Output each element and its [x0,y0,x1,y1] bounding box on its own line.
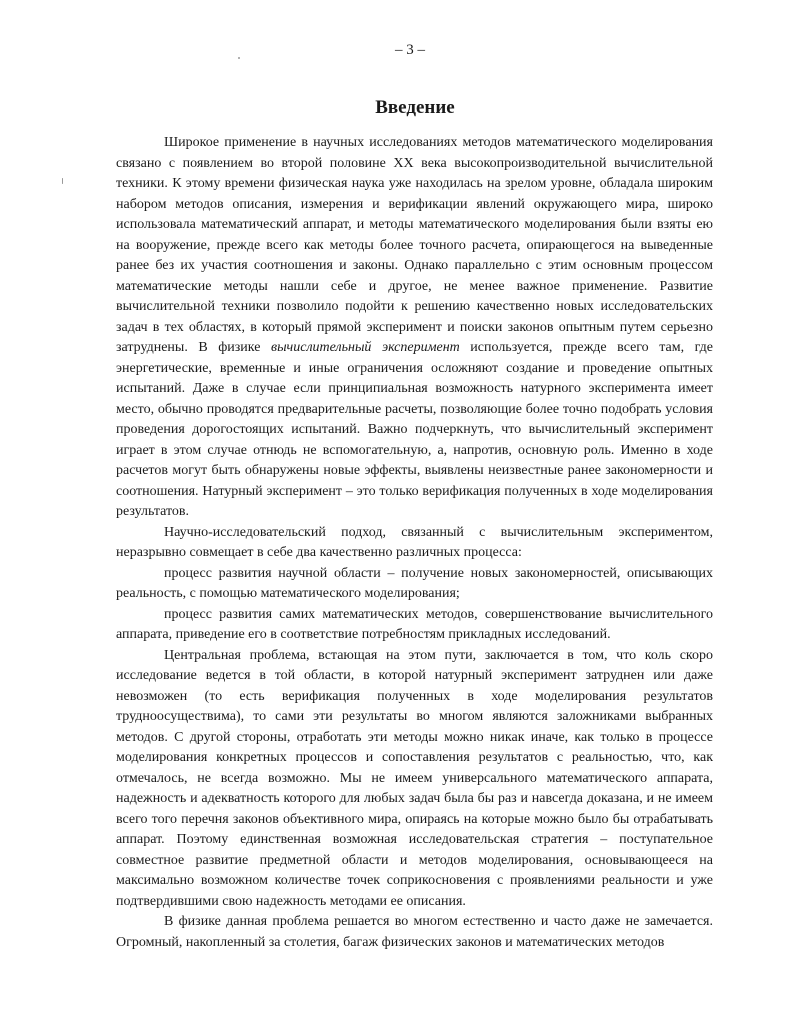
process-item-1: процесс развития научной области – получение новых закономерностей, описывающих реальность, с помощью математического моделирования; [116,565,713,601]
body-text [116,133,713,953]
paragraph-4: В физике данная проблема решается во многом естественно и часто даже не замечается. Огромный, накопленный за столетия, багаж физических законов и математических методов [116,914,713,950]
paragraph-1-text-end: используется, прежде всего там, где энергетические, временные и иные ограничения осложняют создание и проведение опытных испытаний. Даже в случае если принципиальная возможность натурного эксперимента имеет место, обычно проводятся предварительные расчеты, позволяющие более точно подобрать условия проведения дорогостоящих испытаний. Важно подчеркнуть, что вычислительный эксперимент играет в этом случае отнюдь не вспомогательную, а, напротив, основную роль. Именно в ходе расчетов могут быть обнаружены новые эффекты, выявлены неизвестные ранее закономерности и соотношения. Натурный эксперимент – это только верификация полученных в ходе моделирования результатов. [116,340,713,519]
scan-speck [62,178,63,184]
section-title: Введение [375,97,455,118]
paragraph-1-text-start: Широкое применение в научных исследованиях методов математического моделирования связано с появлением во второй половине XX века высокопроизводительной вычислительной техники. К этому времени физическая наука уже находилась на зрелом уровне, обладала широким набором методов описания, измерения и верификации явлений окружающего мира, широко использовала математический аппарат, и методы математического моделирования были взяты ею на вооружение, прежде всего как методы более точного расчета, опирающегося на выведенные ранее без их участия соотношения и законы. Однако параллельно с этим основным процессом математические методы нашли себе и другое, не менее важное применение. Развитие вычислительной техники позволило подойти к решению качественно новых исследовательских задач в тех областях, в который прямой эксперимент и поиски законов опытным путем серьезно затруднены. В физике [116,135,713,355]
paragraph-3: Центральная проблема, встающая на этом пути, заключается в том, что коль скоро исследование ведется в той области, в которой натурный эксперимент затруднен или даже невозможен (то есть верификация полученных в ходе моделирования результатов трудноосуществима), то сами эти результаты во многом являются заложниками выбранных методов. С другой стороны, отработать эти методы можно никак иначе, как только в процессе моделирования конкретных процессов и сопоставления результатов с реальностью, что, как отмечалось, не всегда возможно. Мы не имеем универсального математического аппарата, надежность и адекватность которого для любых задач была бы раз и навсегда доказана, и не имеем всего того перечня законов объективного мира, опираясь на которые можно было бы отрабатывать аппарат. Поэтому единственная возможная исследовательская стратегия – поступательное совместное развитие предметной области и методов моделирования, основывающееся на максимально возможном количестве точек соприкосновения с проявлениями реальности и уже подтвердившими свою надежность методами ее описания. [116,647,713,909]
process-item-2: процесс развития самих математических методов, совершенствование вычислительного аппарата, приведение его в соответствие потребностям прикладных исследований. [116,606,713,642]
paragraph-2: Научно-исследовательский подход, связанный с вычислительным экспериментом, неразрывно совмещает в себе два качественно различных процесса: [116,524,713,560]
paragraph-1 [116,133,713,523]
page-number: – 3 – [395,42,425,58]
emphasized-term: вычислительный эксперимент [271,340,460,355]
